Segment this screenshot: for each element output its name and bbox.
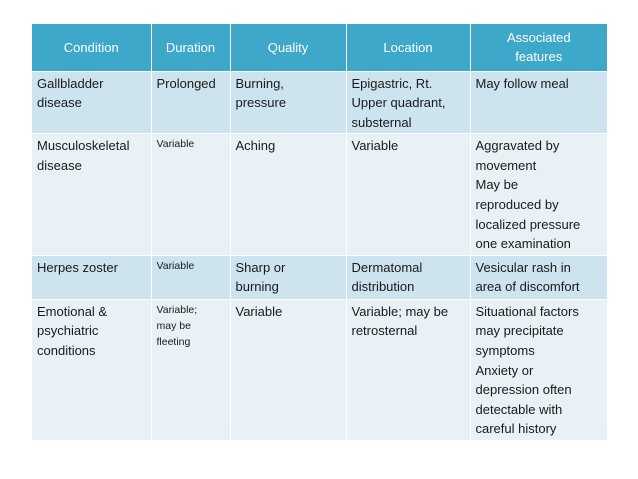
cell-associated-features: Situational factors may precipitate symptoms Anxiety or depression often detectable with careful history — [470, 299, 607, 440]
cell-quality: Aching — [230, 134, 346, 256]
conditions-table-container — [32, 24, 607, 440]
header-duration: Duration — [151, 24, 230, 71]
header-associated-features: Associated features — [470, 24, 607, 71]
table-row — [32, 255, 607, 299]
conditions-table — [32, 24, 607, 440]
cell-location: Epigastric, Rt. Upper quadrant, substernal — [346, 71, 470, 134]
cell-location: Variable; may be retrosternal — [346, 299, 470, 440]
cell-condition: Herpes zoster — [32, 255, 151, 299]
table-row — [32, 299, 607, 440]
header-condition: Condition — [32, 24, 151, 71]
table-row — [32, 71, 607, 134]
cell-condition: Emotional & psychiatric conditions — [32, 299, 151, 440]
cell-quality: Sharp or burning — [230, 255, 346, 299]
cell-quality: Variable — [230, 299, 346, 440]
cell-associated-features: Aggravated by movement May be reproduced by localized pressure one examination — [470, 134, 607, 256]
cell-duration: Variable — [151, 134, 230, 256]
header-row — [32, 24, 607, 71]
cell-duration: Variable; may be fleeting — [151, 299, 230, 440]
cell-location: Variable — [346, 134, 470, 256]
cell-condition: Musculoskeletal disease — [32, 134, 151, 256]
header-quality: Quality — [230, 24, 346, 71]
table-row — [32, 134, 607, 256]
cell-quality: Burning, pressure — [230, 71, 346, 134]
cell-location: Dermatomal distribution — [346, 255, 470, 299]
cell-duration: Variable — [151, 255, 230, 299]
cell-duration: Prolonged — [151, 71, 230, 134]
cell-condition: Gallbladder disease — [32, 71, 151, 134]
header-location: Location — [346, 24, 470, 71]
cell-associated-features: Vesicular rash in area of discomfort — [470, 255, 607, 299]
cell-associated-features: May follow meal — [470, 71, 607, 134]
